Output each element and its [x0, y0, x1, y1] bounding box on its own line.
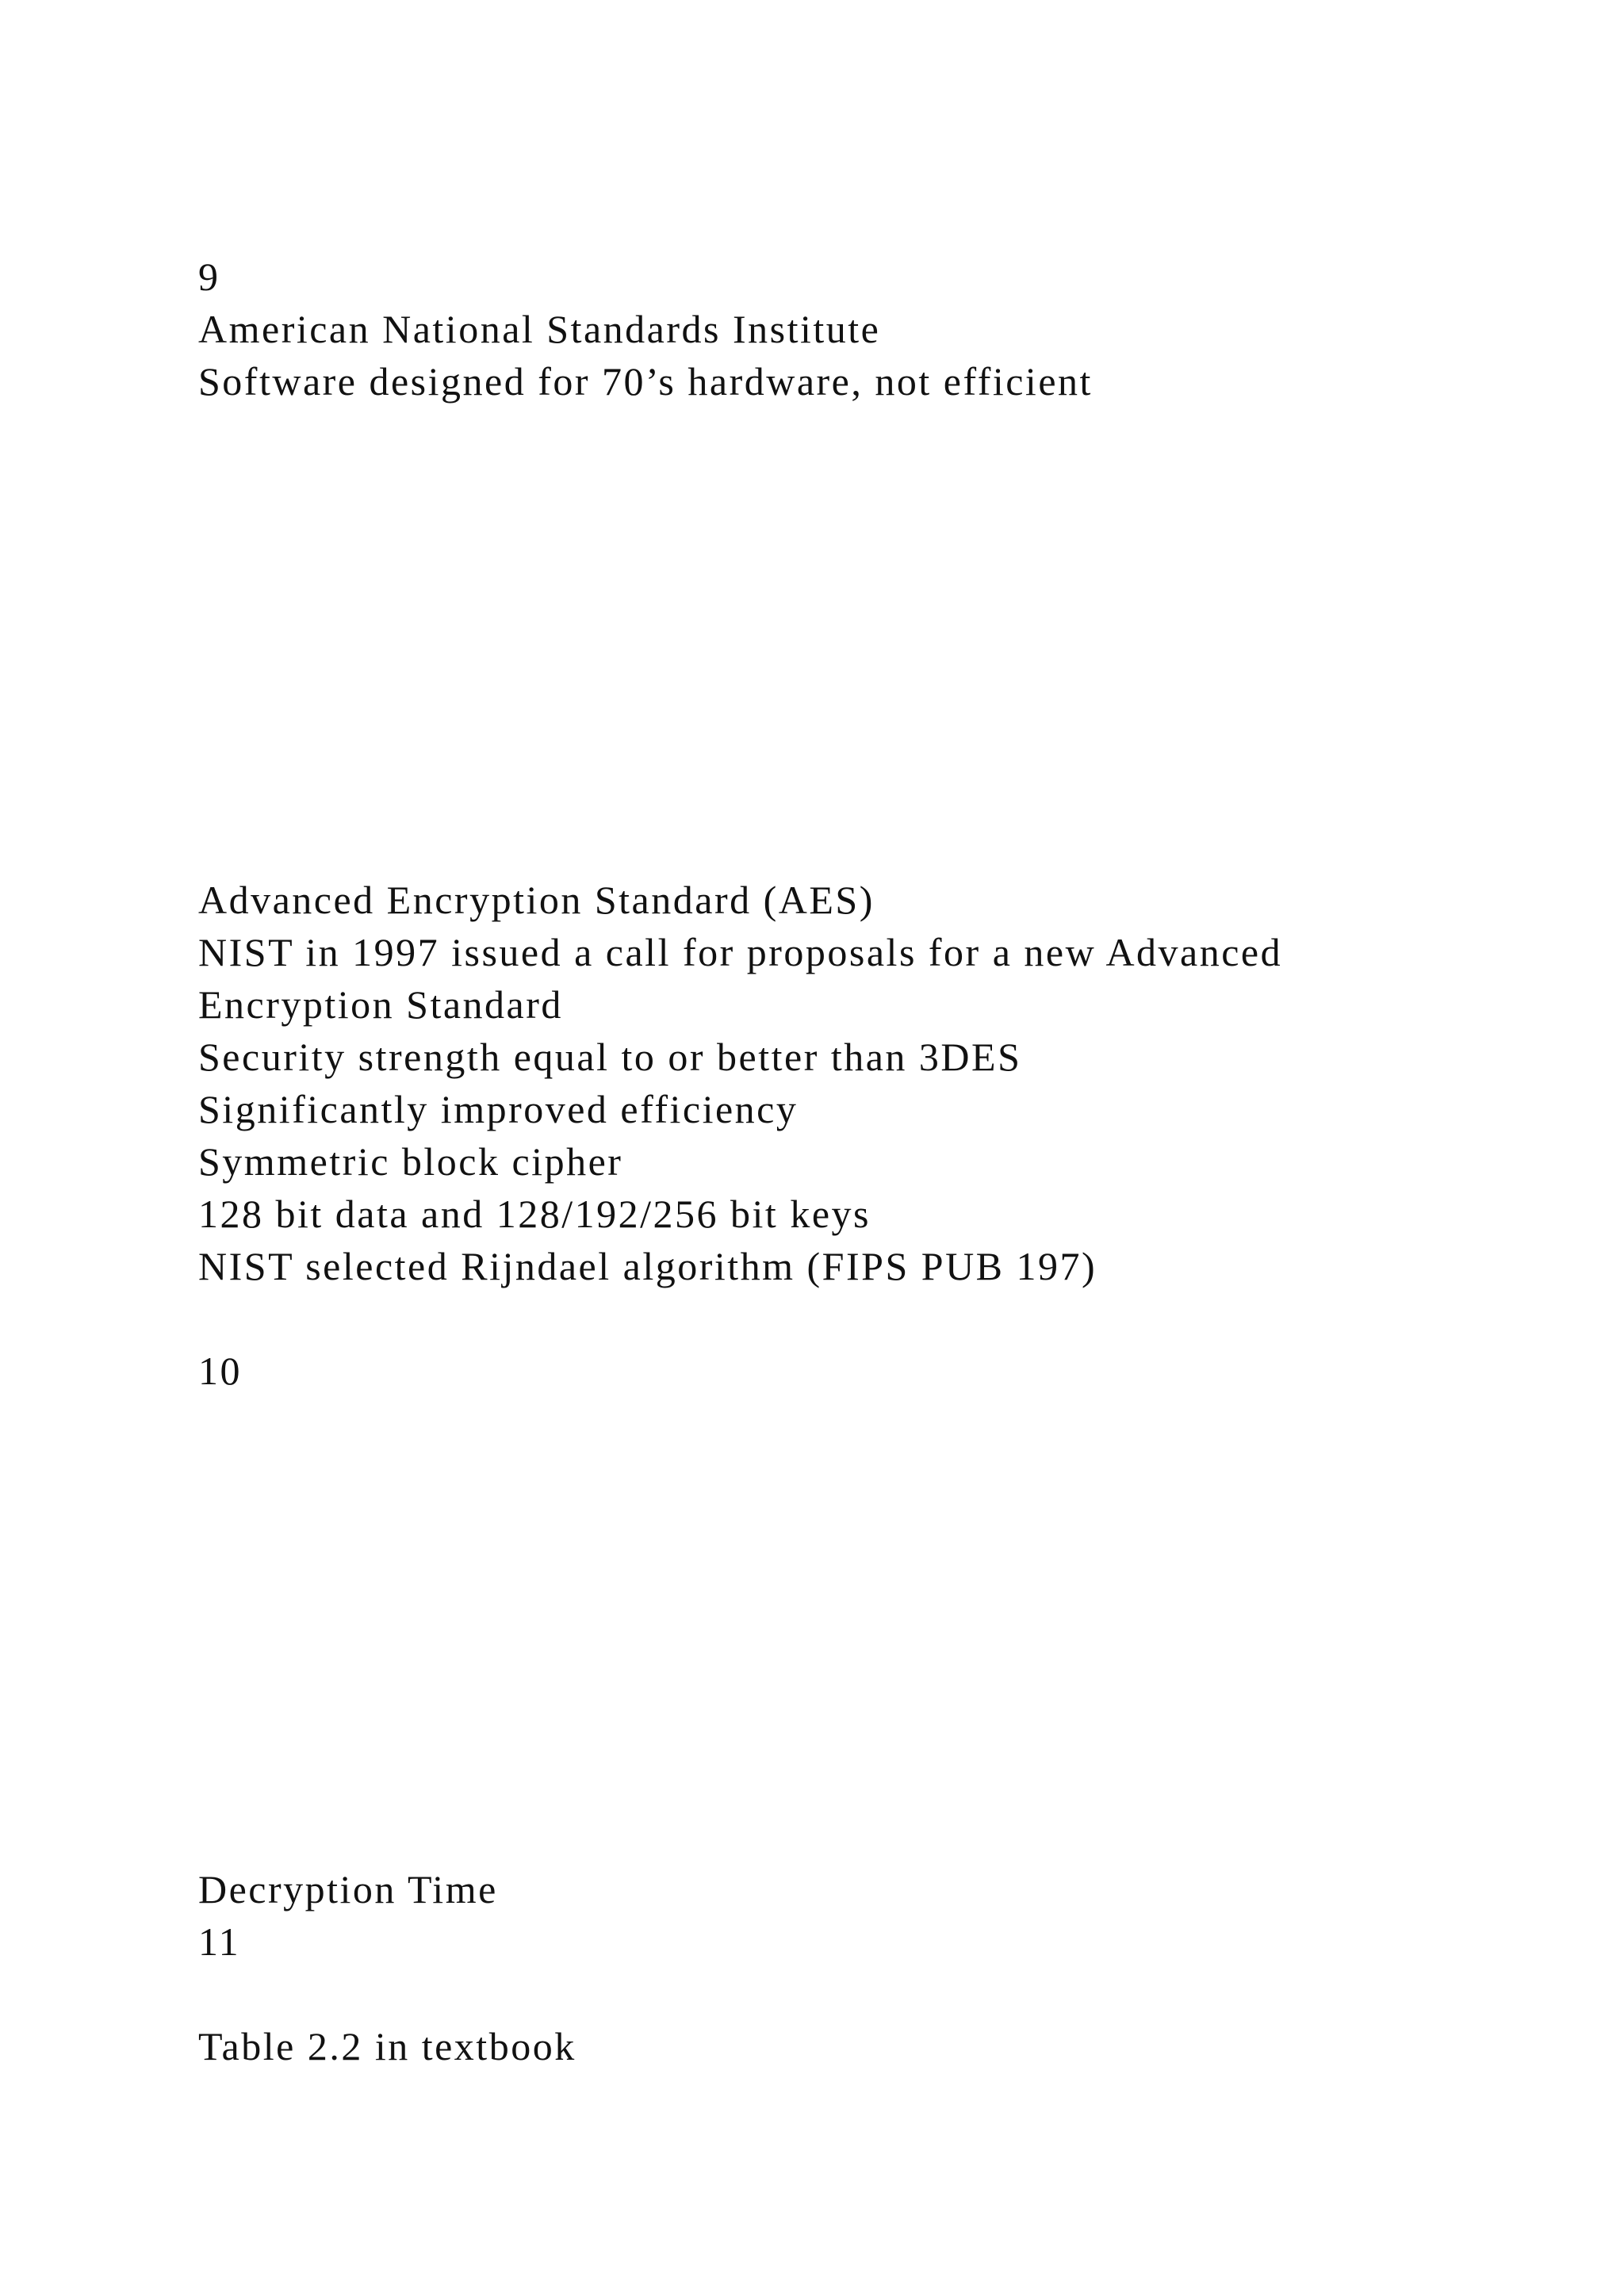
- section-title-aes: Advanced Encryption Standard (AES): [198, 878, 875, 922]
- section-title-decryption-time: Decryption Time: [198, 1867, 498, 1911]
- text-line: NIST in 1997 issued a call for proposals for a new Advanced: [198, 930, 1283, 974]
- text-line: Software designed for 70’s hardware, not efficient: [198, 359, 1093, 404]
- text-line: Symmetric block cipher: [198, 1139, 623, 1184]
- text-line: Encryption Standard: [198, 982, 563, 1027]
- text-line: Table 2.2 in textbook: [198, 2024, 576, 2068]
- text-line: Security strength equal to or better than 3DES: [198, 1035, 1022, 1079]
- text-line: American National Standards Institute: [198, 307, 881, 351]
- text-line: 128 bit data and 128/192/256 bit keys: [198, 1192, 871, 1236]
- text-line: NIST selected Rijndael algorithm (FIPS PUB 197): [198, 1244, 1097, 1288]
- text-line: Significantly improved efficiency: [198, 1087, 799, 1131]
- page-number-10: 10: [198, 1349, 242, 1393]
- page-number-11: 11: [198, 1919, 241, 1964]
- page-number-9: 9: [198, 254, 220, 299]
